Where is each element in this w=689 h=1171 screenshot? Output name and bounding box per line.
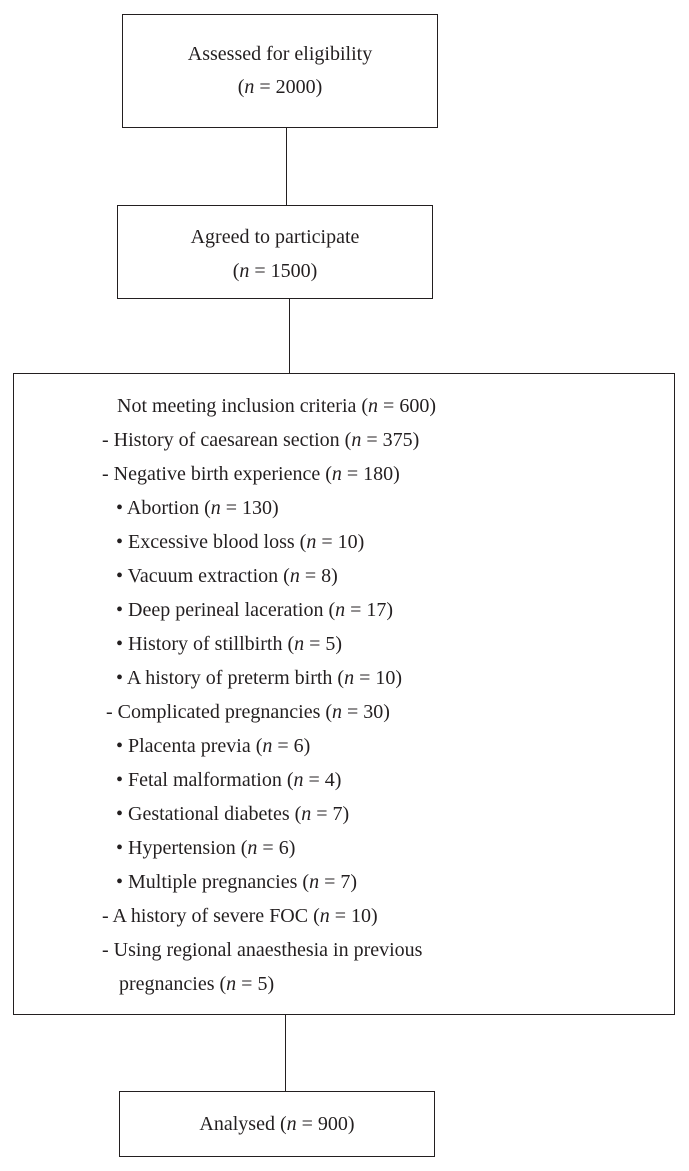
exclusion-line: • Placenta previa (n = 6): [116, 735, 311, 757]
exclusion-line: • A history of preterm birth (n = 10): [116, 667, 403, 689]
assessed-box: [122, 14, 438, 128]
exclusion-line: Not meeting inclusion criteria (n = 600): [117, 395, 436, 417]
exclusion-line: - Complicated pregnancies (n = 30): [106, 701, 390, 723]
exclusion-line: • Abortion (n = 130): [116, 497, 279, 519]
exclusion-line: • Hypertension (n = 6): [116, 837, 296, 859]
agreed-title: Agreed to participate: [190, 226, 360, 248]
exclusion-line: • Fetal malformation (n = 4): [116, 769, 342, 791]
agreed-count: (n = 1500): [232, 260, 318, 282]
exclusion-line: - Using regional anaesthesia in previous: [102, 939, 423, 961]
analysed-label: Analysed (n = 900): [199, 1113, 355, 1135]
exclusion-line: - Negative birth experience (n = 180): [102, 463, 400, 485]
assessed-title: Assessed for eligibility: [187, 43, 373, 65]
exclusion-line: • History of stillbirth (n = 5): [116, 633, 343, 655]
exclusion-line: • Gestational diabetes (n = 7): [116, 803, 350, 825]
exclusion-line: - A history of severe FOC (n = 10): [102, 905, 378, 927]
analysed-box: [119, 1091, 435, 1157]
exclusion-line: • Multiple pregnancies (n = 7): [116, 871, 358, 893]
exclusion-line: pregnancies (n = 5): [119, 973, 275, 995]
agreed-box: [117, 205, 433, 299]
connector-1: [286, 128, 287, 205]
exclusion-box: [13, 373, 675, 1015]
exclusion-line: • Vacuum extraction (n = 8): [116, 565, 338, 587]
exclusion-line: • Deep perineal laceration (n = 17): [116, 599, 394, 621]
assessed-count: (n = 2000): [237, 76, 323, 98]
exclusion-line: • Excessive blood loss (n = 10): [116, 531, 365, 553]
connector-2: [289, 299, 290, 373]
exclusion-line: - History of caesarean section (n = 375): [102, 429, 420, 451]
connector-3: [285, 1015, 286, 1091]
